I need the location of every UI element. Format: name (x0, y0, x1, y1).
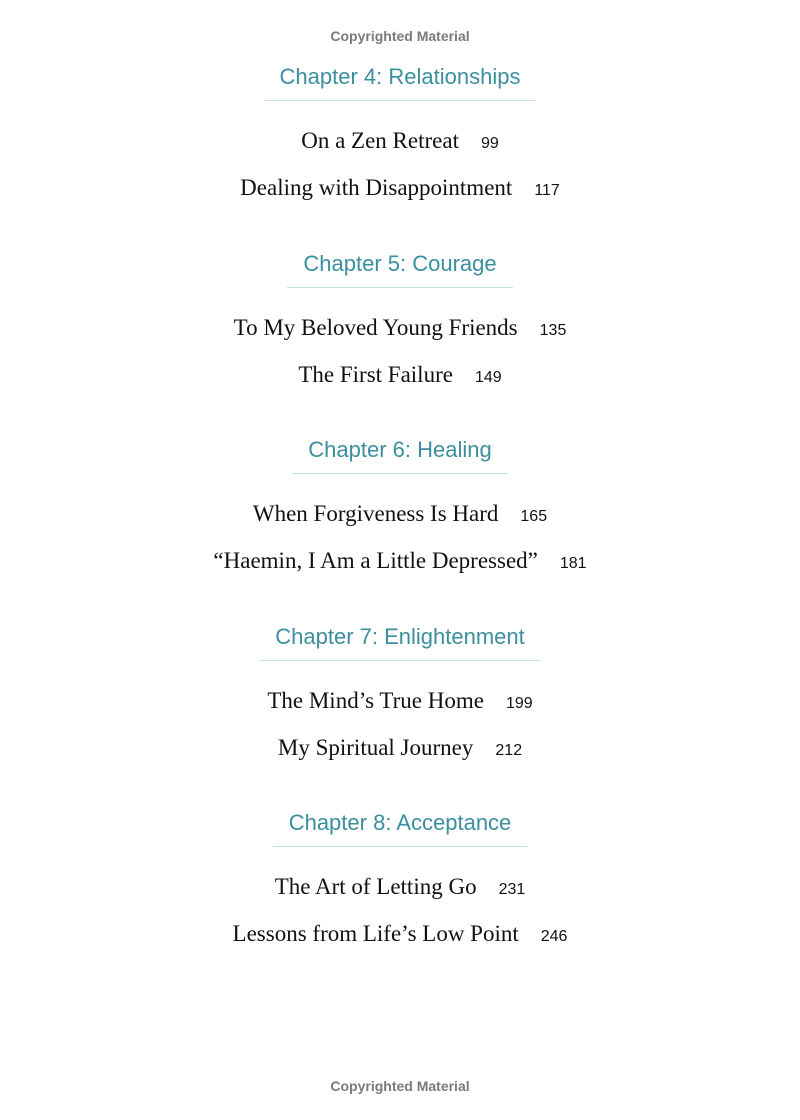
toc-entry[interactable] (0, 548, 800, 574)
entry-title: My Spiritual Journey (277, 734, 474, 760)
entry-title: “Haemin, I Am a Little Depressed” (213, 548, 538, 574)
copyright-watermark-bottom: Copyrighted Material (330, 1078, 470, 1094)
entry-title: The Art of Letting Go (274, 874, 477, 900)
chapter-heading[interactable]: Chapter 6: Healing (292, 431, 507, 474)
toc-entry[interactable] (0, 501, 800, 527)
entry-page-number: 231 (498, 881, 526, 899)
chapter-section (0, 431, 800, 617)
entry-page-number: 199 (505, 694, 533, 712)
toc-entry[interactable] (0, 128, 800, 154)
chapter-heading[interactable]: Chapter 4: Relationships (264, 58, 537, 101)
chapter-heading[interactable]: Chapter 8: Acceptance (273, 804, 528, 847)
toc-entry[interactable] (0, 921, 800, 947)
entry-page-number: 246 (540, 928, 568, 946)
toc-entry[interactable] (0, 315, 800, 341)
entry-page-number: 165 (520, 508, 548, 526)
entry-page-number: 99 (480, 135, 499, 152)
entry-page-number: 117 (534, 182, 560, 199)
entry-title: On a Zen Retreat (301, 128, 459, 153)
entry-page-number: 212 (495, 741, 523, 759)
entry-page-number: 135 (539, 321, 567, 339)
toc-entry[interactable] (0, 688, 800, 714)
toc-entry[interactable] (0, 362, 800, 388)
entry-page-number: 149 (474, 368, 502, 386)
entry-title: To My Beloved Young Friends (233, 314, 518, 340)
entry-title: The Mind’s True Home (267, 687, 484, 713)
toc-entry[interactable] (0, 735, 800, 761)
chapter-heading[interactable]: Chapter 7: Enlightenment (259, 618, 541, 661)
entry-title: The First Failure (298, 361, 453, 387)
entry-title: When Forgiveness Is Hard (252, 501, 499, 527)
chapter-heading[interactable]: Chapter 5: Courage (287, 245, 512, 288)
chapter-section (0, 58, 800, 244)
chapter-section (0, 618, 800, 804)
copyright-watermark-top: Copyrighted Material (330, 28, 470, 44)
toc-entry[interactable] (0, 874, 800, 900)
chapter-section (0, 245, 800, 431)
entry-title: Dealing with Disappointment (240, 175, 513, 200)
entry-title: Lessons from Life’s Low Point (232, 921, 519, 947)
entry-page-number: 181 (559, 555, 587, 573)
toc-entry[interactable] (0, 175, 800, 201)
chapter-section (0, 804, 800, 990)
